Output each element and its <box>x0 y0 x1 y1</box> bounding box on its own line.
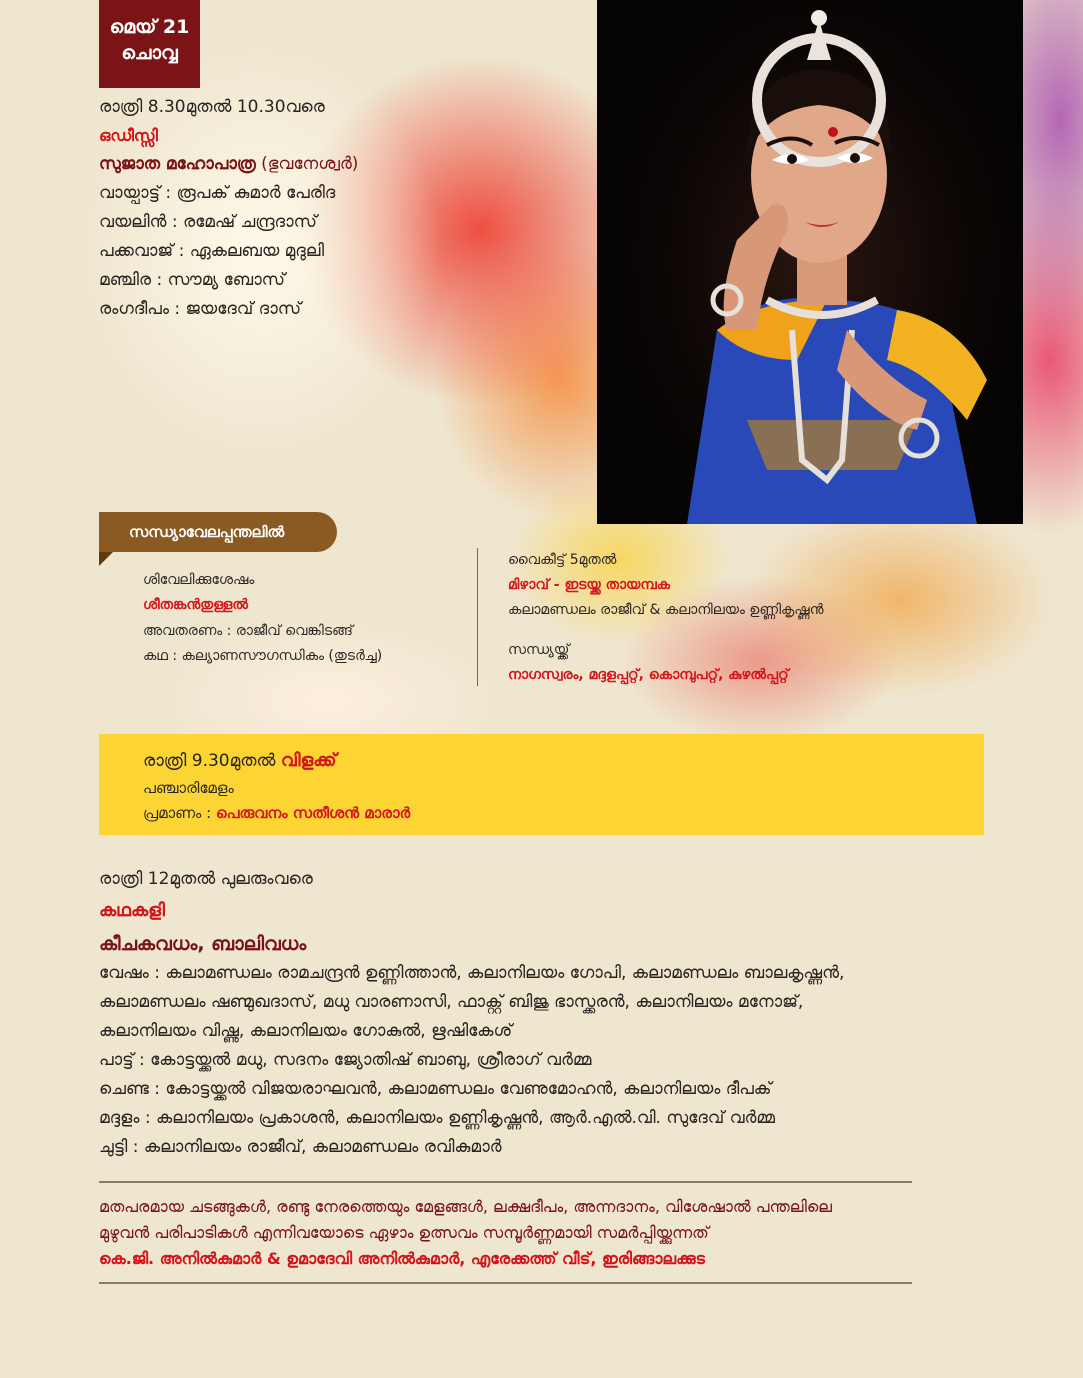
kathakali-plays: കീചകവധം, ബാലിവധം <box>99 933 307 955</box>
right-col-title: മിഴാവ് - ഇടയ്ക്ക തായമ്പക <box>508 577 671 593</box>
left-col-title: ശീതങ്കൻതുള്ളൽ <box>143 597 249 613</box>
left-col-line1: അവതരണം : രാജീവ് വെങ്കിടങ്ങ് <box>143 623 353 639</box>
kathakali-credit: പാട്ട് : കോട്ടയ്ക്കൽ മധു, സദനം ജ്യോതിഷ് ബാബു, ശ്രീരാഗ് വർമ്മ <box>99 1050 592 1070</box>
kathakali-credit: കലാമണ്ഡലം ഷണ്മുഖദാസ്, മധു വാരണാസി, ഫാക്റ്റ് ബിജു ഭാസ്ക്കരൻ, കലാനിലയം മനോജ്, <box>99 992 804 1012</box>
right-col-time: വൈകീട്ട് 5മുതൽ <box>508 552 617 568</box>
vilakku-title: വിളക്ക് <box>280 750 337 771</box>
dancer-photo <box>597 0 1023 524</box>
kathakali-credit: ചുട്ടി : കലാനിലയം രാജീവ്, കലാമണ്ഡലം രവികുമാർ <box>99 1137 502 1157</box>
kathakali-credit: വേഷം : കലാമണ്ഡലം രാമചന്ദ്രൻ ഉണ്ണിത്താൻ, കലാനിലയം ഗോപി, കലാമണ്ഡലം ബാലകൃഷ്ണൻ, <box>99 963 845 983</box>
date-weekday: ചൊവ്വ <box>121 42 178 64</box>
divider-bottom <box>99 1282 912 1284</box>
odissi-credit: വായ്പാട്ട് : രൂപക് കുമാർ പേരിദ <box>99 183 336 203</box>
odissi-artist: സുജാത മഹോപാത്ര <box>99 154 256 174</box>
vilakku-time: രാത്രി 9.30മുതൽ <box>143 751 281 771</box>
vilakku-lead-label: പ്രമാണം : <box>143 804 216 822</box>
kathakali-credit: കലാനിലയം വിഷ്ണു, കലാനിലയം ഗോകുൽ, ഋഷികേശ് <box>99 1021 513 1041</box>
vilakku-time-line <box>143 750 337 771</box>
section-tab-fold <box>99 552 113 566</box>
kathakali-time: രാത്രി 12മുതൽ പുലരുംവരെ <box>99 869 313 889</box>
odissi-credit: വയലിൻ : രമേഷ് ചന്ദ്രദാസ് <box>99 212 317 232</box>
sponsor-line3: കെ.ജി. അനിൽകുമാർ & ഉമാദേവി അനിൽകുമാർ, എരേക്കത്ത് വീട്, ഇരിങ്ങാലക്കുട <box>99 1249 705 1268</box>
odissi-credit: പക്കവാജ് : ഏകലബയ മുദുലി <box>99 241 325 261</box>
odissi-artist-place: (ഭുവനേശ്വർ) <box>255 154 359 174</box>
right-col-instruments: നാഗസ്വരം, മദ്ദളപ്പറ്റ്, കൊമ്പുപറ്റ്, കുഴൽപ്പറ്റ് <box>508 667 789 683</box>
column-divider <box>477 548 478 686</box>
odissi-time: രാത്രി 8.30മുതൽ 10.30വരെ <box>99 97 325 117</box>
vilakku-lead-line <box>143 804 410 822</box>
right-col-evening: സന്ധ്യയ്ക്ക് <box>508 642 570 658</box>
sponsor-line1: മതപരമായ ചടങ്ങുകൾ, രണ്ടു നേരത്തെയും മേളങ്ങൾ, ലക്ഷദീപം, അന്നദാനം, വിശേഷാൽ പന്തലിലെ <box>99 1197 832 1216</box>
divider-top <box>99 1181 912 1183</box>
kathakali-title: കഥകളി <box>99 900 165 921</box>
vilakku-lead-name: പെരുവനം സതീശൻ മാരാർ <box>215 804 411 822</box>
right-col-artists: കലാമണ്ഡലം രാജീവ് & കലാനിലയം ഉണ്ണികൃഷ്ണൻ <box>508 602 824 618</box>
kathakali-credit: മദ്ദളം : കലാനിലയം പ്രകാശൻ, കലാനിലയം ഉണ്ണികൃഷ്ണൻ, ആർ.എൽ.വി. സുദേവ് വർമ്മ <box>99 1108 776 1128</box>
vilakku-line2: പഞ്ചാരിമേളം <box>143 779 234 797</box>
odissi-credit: മഞ്ചിര : സൗമ്യ ബോസ് <box>99 270 285 290</box>
section-tab: സന്ധ്യാവേലപ്പന്തലിൽ <box>99 512 337 552</box>
left-col-pre: ശിവേലിക്കുശേഷം <box>143 572 255 588</box>
kathakali-credit: ചെണ്ട : കോട്ടയ്ക്കൽ വിജയരാഘവൻ, കലാമണ്ഡലം വേണുമോഹൻ, കലാനിലയം ദീപക് <box>99 1079 772 1099</box>
odissi-title: ഒഡീസ്സി <box>99 126 158 145</box>
left-col-line2: കഥ : കല്യാണസൗഗന്ധികം (തുടർച്ച) <box>143 648 383 664</box>
date-badge <box>99 0 200 88</box>
odissi-artist-line <box>99 154 358 174</box>
sponsor-line2: മുഴുവൻ പരിപാടികൾ എന്നിവയോടെ ഏഴാം ഉത്സവം സമ്പൂർണ്ണമായി സമർപ്പിയ്ക്കുന്നത് <box>99 1223 709 1242</box>
date-day: മെയ് 21 <box>109 16 190 38</box>
odissi-credit: രംഗദീപം : ജയദേവ് ദാസ് <box>99 299 302 319</box>
